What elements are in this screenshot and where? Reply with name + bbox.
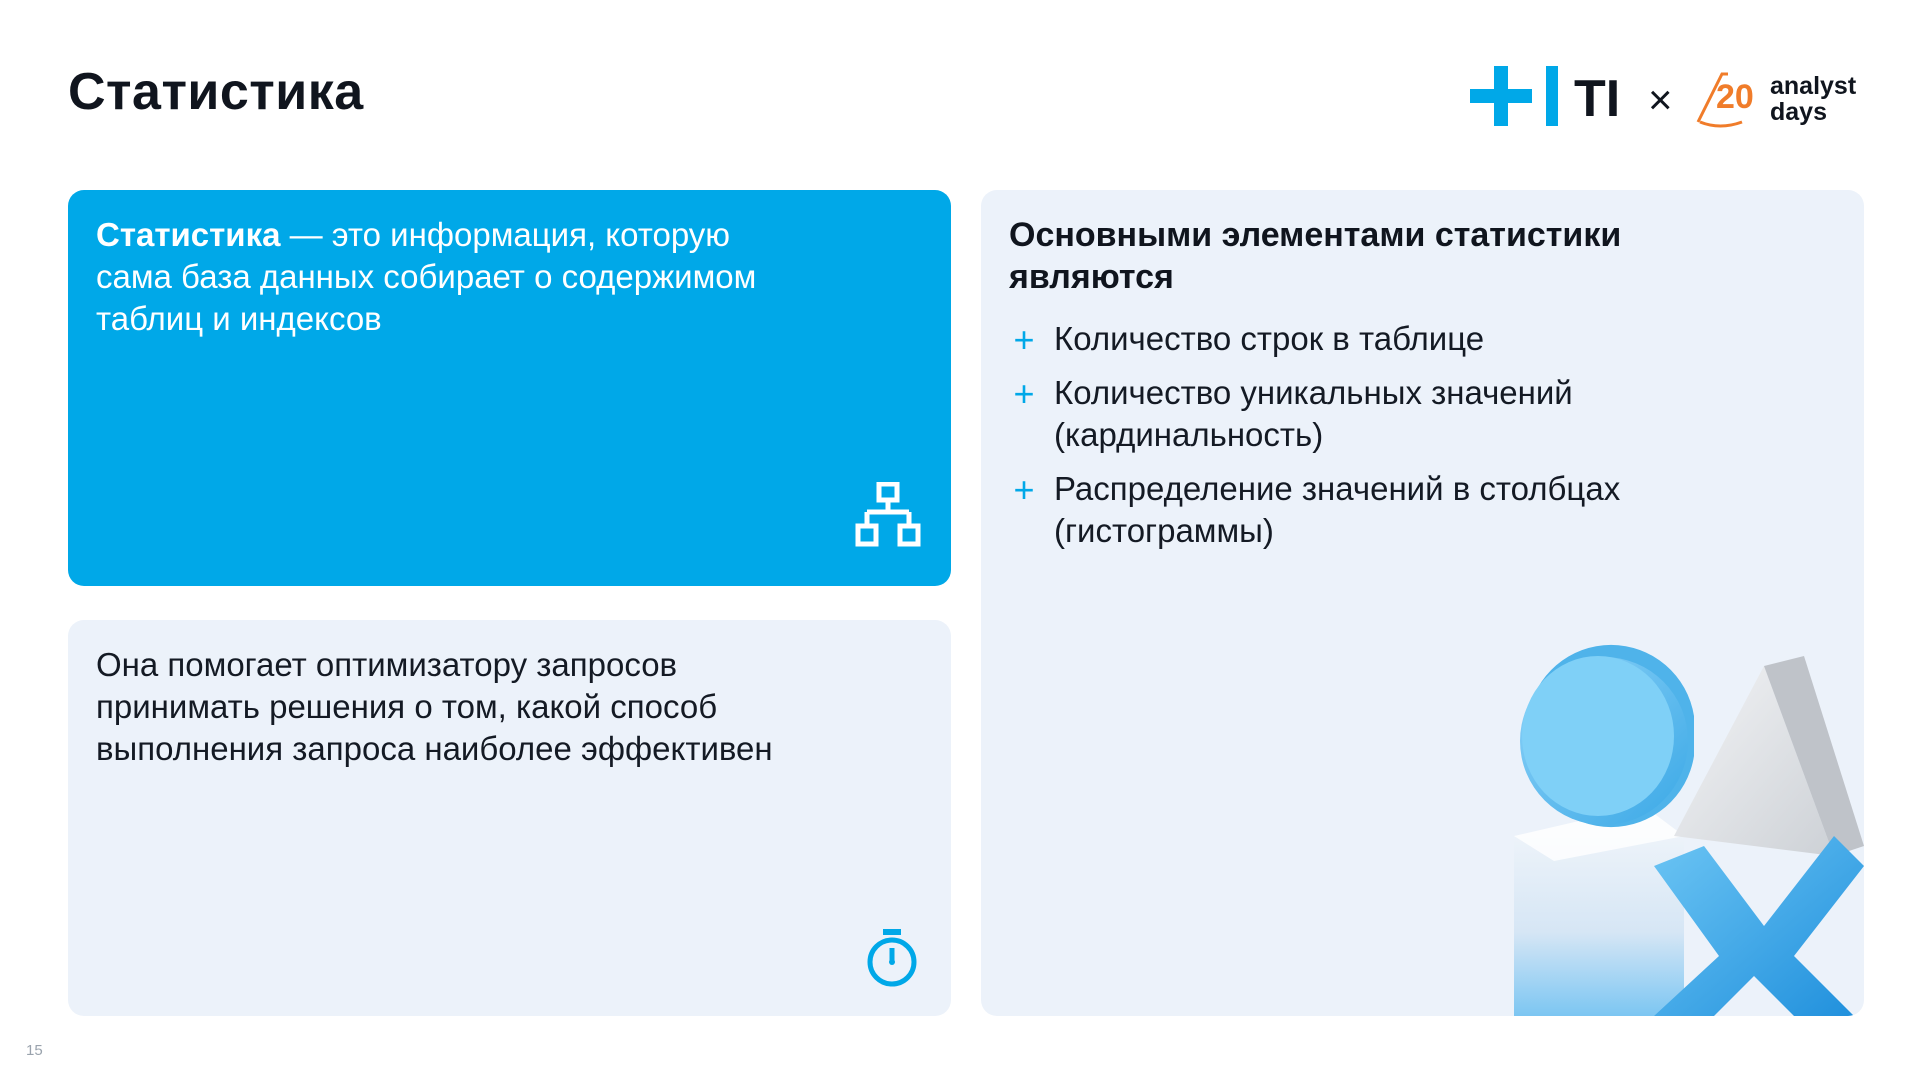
network-icon bbox=[855, 482, 921, 548]
definition-card bbox=[68, 190, 951, 586]
elements-card bbox=[981, 190, 1864, 1016]
brand-logos bbox=[1470, 66, 1870, 130]
elements-list bbox=[1009, 318, 1809, 564]
definition-term: Статистика bbox=[96, 216, 281, 253]
elements-heading: Основными элементами статистики являются bbox=[1009, 216, 1622, 296]
cube-shape bbox=[1514, 806, 1684, 1016]
times-sign: × bbox=[1648, 76, 1673, 123]
list-item-text: Количество уникальных значений (кардинальность) bbox=[1054, 374, 1573, 453]
purpose-text: Она помогает оптимизатору запросов принимать решения о том, какой способ выполнения запроса наиболее эффективен bbox=[96, 646, 773, 767]
list-item bbox=[1009, 468, 1809, 552]
brand-ti-text: TI bbox=[1574, 70, 1621, 128]
partner-number: 20 bbox=[1716, 78, 1754, 116]
definition-body: — это информация, которую сама база данных собирает о содержимом таблиц и индексов bbox=[96, 216, 757, 337]
list-item bbox=[1009, 372, 1809, 456]
brand-plus-icon bbox=[1470, 66, 1558, 126]
cylinder-shape bbox=[1520, 645, 1694, 827]
logo-group bbox=[1470, 66, 1870, 130]
plus-bullet-icon: + bbox=[1013, 319, 1035, 360]
page-title: Статистика bbox=[68, 63, 364, 121]
decorative-shapes-illustration bbox=[1504, 636, 1864, 1016]
partner-line1: analyst bbox=[1770, 72, 1857, 100]
page-number: 15 bbox=[26, 1042, 43, 1059]
plus-bullet-icon: + bbox=[1013, 373, 1035, 414]
list-item-text: Распределение значений в столбцах (гистограммы) bbox=[1054, 470, 1621, 549]
stopwatch-icon bbox=[865, 928, 919, 988]
cross-shape bbox=[1654, 836, 1864, 1016]
partner-line2: days bbox=[1770, 98, 1827, 126]
purpose-card bbox=[68, 620, 951, 1016]
list-item-text: Количество строк в таблице bbox=[1054, 320, 1485, 357]
definition-text bbox=[96, 214, 796, 340]
triangle-shape bbox=[1674, 656, 1864, 856]
plus-bullet-icon: + bbox=[1013, 469, 1035, 510]
list-item bbox=[1009, 318, 1809, 360]
